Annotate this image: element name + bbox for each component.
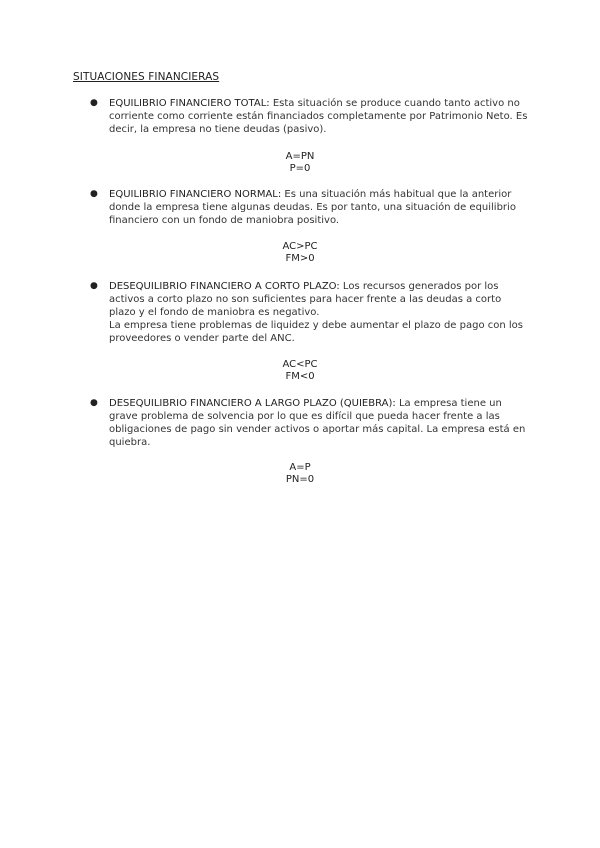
formula-block xyxy=(0,359,600,383)
list-item xyxy=(90,397,530,449)
section-term: DESEQUILIBRIO FINANCIERO A CORTO PLAZO: xyxy=(109,281,340,292)
formula-line: A=P xyxy=(289,462,311,473)
formula-line: AC>PC xyxy=(282,241,318,252)
formula-block xyxy=(0,151,600,175)
section-term: EQUILIBRIO FINANCIERO NORMAL: xyxy=(109,189,282,200)
formula-line: P=0 xyxy=(289,163,311,174)
section-description: Los recursos generados por los activos a corto plazo no son suficientes para hacer frente a las deudas a corto plazo y el fondo de maniobra es negativo. xyxy=(109,281,502,318)
bullet-icon: ● xyxy=(90,98,98,108)
bullet-icon: ● xyxy=(90,281,98,291)
section-description: Esta situación se produce cuando tanto activo no corriente como corriente están financiados completamente por Patrimonio Neto. Es decir, la empresa no tiene deudas (pasivo). xyxy=(109,98,528,135)
section-term: DESEQUILIBRIO FINANCIERO A LARGO PLAZO (QUIEBRA): xyxy=(109,398,396,409)
bullet-icon: ● xyxy=(90,398,98,408)
section-extra: La empresa tiene problemas de liquidez y debe aumentar el plazo de pago con los proveedores o vender parte del ANC. xyxy=(109,320,523,344)
list-item xyxy=(90,97,530,136)
formula-line: FM>0 xyxy=(285,253,315,264)
formula-line: PN=0 xyxy=(285,474,315,485)
list-item xyxy=(90,280,530,345)
bullet-icon: ● xyxy=(90,189,98,199)
section-description: Es una situación más habitual que la anterior donde la empresa tiene algunas deudas. Es por tanto, una situación de equilibrio financiero con un fondo de maniobra positivo. xyxy=(109,189,516,226)
formula-block xyxy=(0,462,600,486)
list-item xyxy=(90,188,530,227)
formula-line: AC<PC xyxy=(282,359,318,370)
formula-line: A=PN xyxy=(285,151,315,162)
formula-block xyxy=(0,241,600,265)
section-term: EQUILIBRIO FINANCIERO TOTAL: xyxy=(109,98,270,109)
formula-line: FM<0 xyxy=(285,371,315,382)
section-description: La empresa tiene un grave problema de solvencia por lo que es difícil que pueda hacer frente a las obligaciones de pago sin vender activos o aportar más capital. La empresa está en quiebra. xyxy=(109,398,526,448)
document-heading: SITUACIONES FINANCIERAS xyxy=(73,71,220,83)
